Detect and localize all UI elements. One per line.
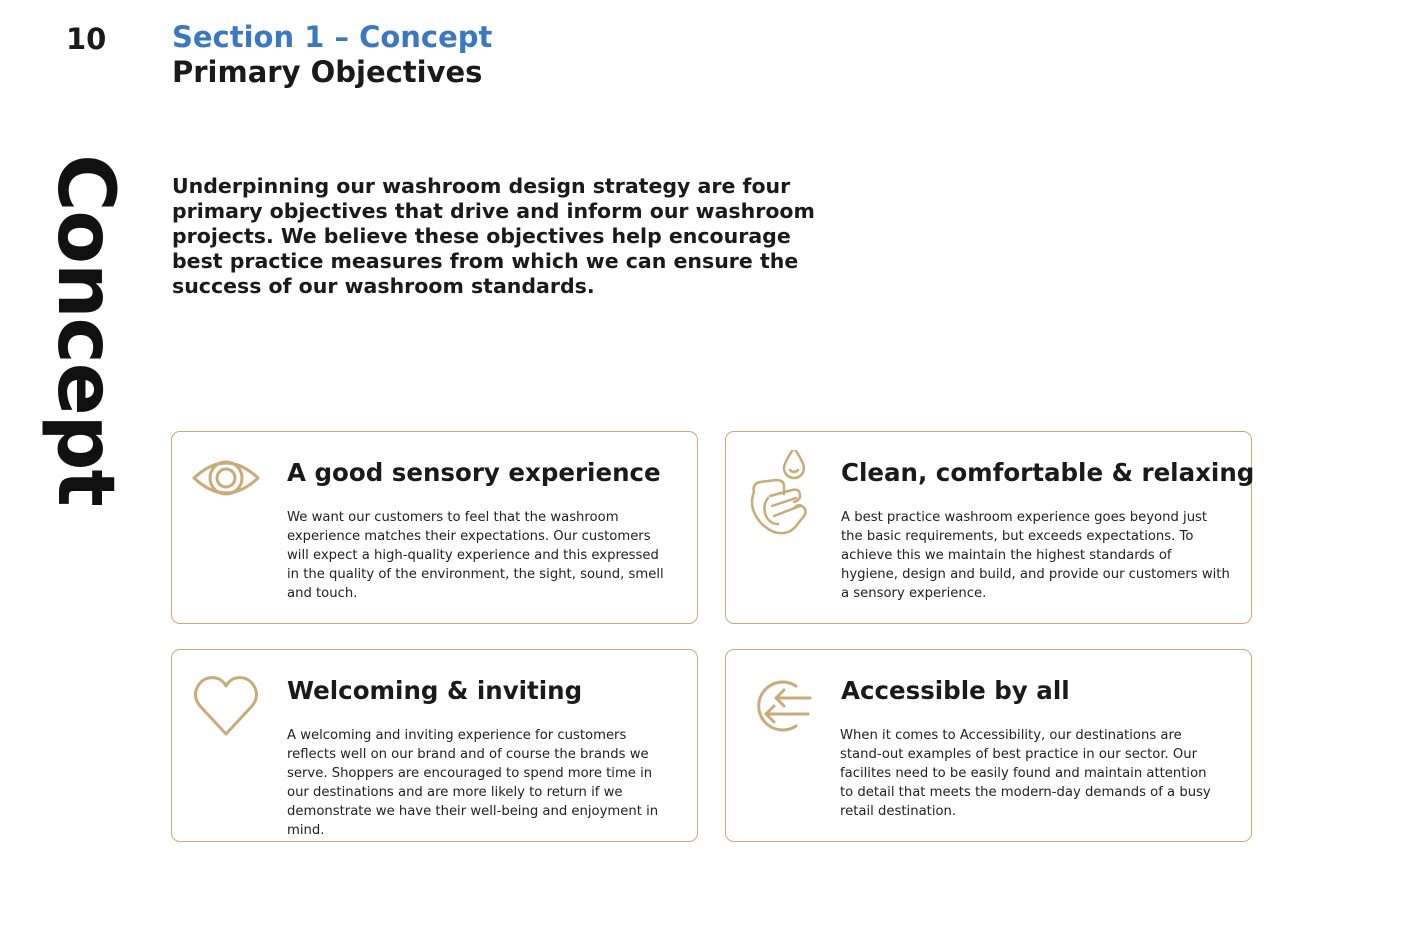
objective-title: Accessible by all (841, 676, 1070, 705)
objective-body: We want our customers to feel that the washroom experience matches their expectations. Our customers will expect a high-quality experience and this expressed in the quality of the environment, the sight, sound, smell and touch. (287, 510, 664, 601)
eye-icon (190, 450, 262, 540)
objective-body: When it comes to Accessibility, our destinations are stand-out examples of best practice in our sector. Our facilites need to be easily found and maintain attention to detail that meets the modern-day demands of a busy retail destination. (840, 728, 1211, 819)
objective-body: A welcoming and inviting experience for customers reflects well on our brand and of course the brands we serve. Shoppers are encouraged to spend more time in our destinations and are more likely to return if we demonstrate we have their well-being and enjoyment in mind. (287, 728, 659, 838)
side-title-container (30, 154, 140, 506)
objective-title: A good sensory experience (287, 458, 661, 487)
hand-washing-icon (744, 450, 816, 540)
objective-card-accessible (725, 649, 1252, 842)
objective-card-clean (725, 431, 1255, 624)
objective-body: A best practice washroom experience goes beyond just the basic requirements, but exceeds expectations. To achieve this we maintain the highest standards of hygiene, design and build, and provide our customers with a sensory experience. (841, 510, 1230, 601)
intro-paragraph: Underpinning our washroom design strategy are four primary objectives that drive and inform our washroom projects. We believe these objectives help encourage best practice measures from which we can ensure the success of our washroom standards. (172, 174, 815, 298)
heart-icon (190, 668, 262, 758)
objective-title: Clean, comfortable & relaxing (841, 458, 1255, 487)
circle-arrows-icon (744, 668, 816, 758)
page-number: 10 (66, 22, 107, 56)
objective-card-welcoming (171, 649, 698, 842)
objective-card-sensory (171, 431, 698, 624)
side-title: Concept (40, 154, 130, 506)
objective-title: Welcoming & inviting (287, 676, 583, 705)
section-label: Section 1 – Concept (172, 20, 493, 54)
page-title: Primary Objectives (172, 55, 483, 89)
